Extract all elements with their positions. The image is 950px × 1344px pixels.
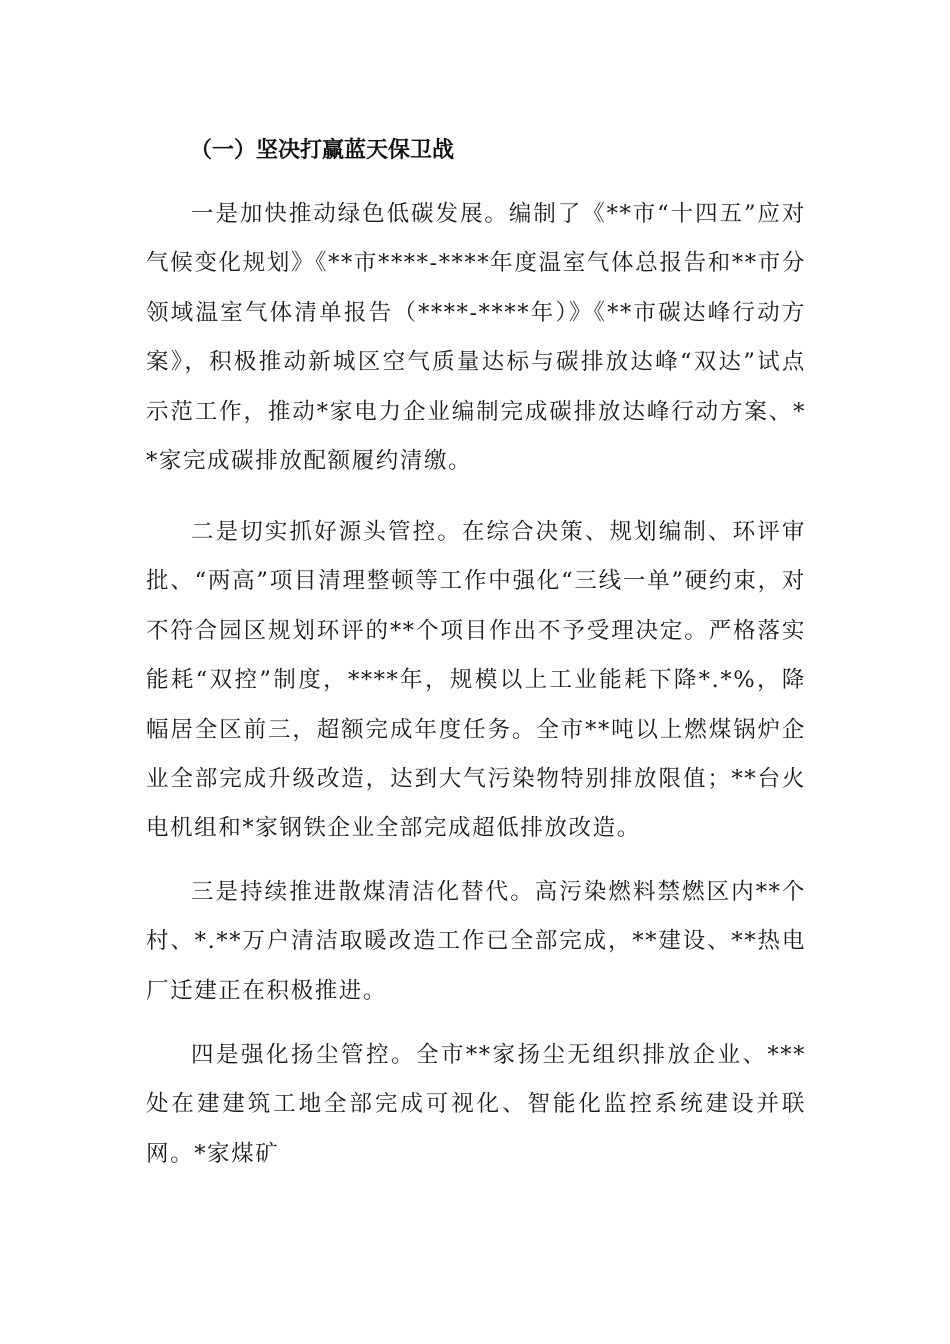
paragraph-dust-control: 四是强化扬尘管控。全市**家扬尘无组织排放企业、***处在建建筑工地全部完成可视化、智能化监控系统建设并联网。*家煤矿 xyxy=(146,1042,806,1167)
paragraph-source-control: 二是切实抓好源头管控。在综合决策、规划编制、环评审批、“两高”项目清理整顿等工作中强化“三线一单”硬约束，对不符合园区规划环评的**个项目作出不予受理决定。严格落实能耗“双控”制度，****年，规模以上工业能耗下降*.*%，降幅居全区前三，超额完成年度任务。全市**吨以上燃煤锅炉企业全部完成升级改造，达到大气污染物特别排放限值；**台火电机组和*家钢铁企业全部完成超低排放改造。 xyxy=(146,519,806,842)
paragraph-green-low-carbon: 一是加快推动绿色低碳发展。编制了《**市“十四五”应对气候变化规划》《**市****-****年度温室气体总报告和**市分领域温室气体清单报告（****-****年）》《**市碳达峰行动方案》，积极推动新城区空气质量达标与碳排放达峰“双达”试点示范工作，推动*家电力企业编制完成碳排放达峰行动方案、**家完成碳排放配额履约清缴。 xyxy=(146,201,806,475)
paragraph-coal-replacement: 三是持续推进散煤清洁化替代。高污染燃料禁燃区内**个村、*.**万户清洁取暖改造工作已全部完成，**建设、**热电厂迁建正在积极推进。 xyxy=(146,879,806,1004)
section-heading: （一）坚决打赢蓝天保卫战 xyxy=(190,138,455,163)
